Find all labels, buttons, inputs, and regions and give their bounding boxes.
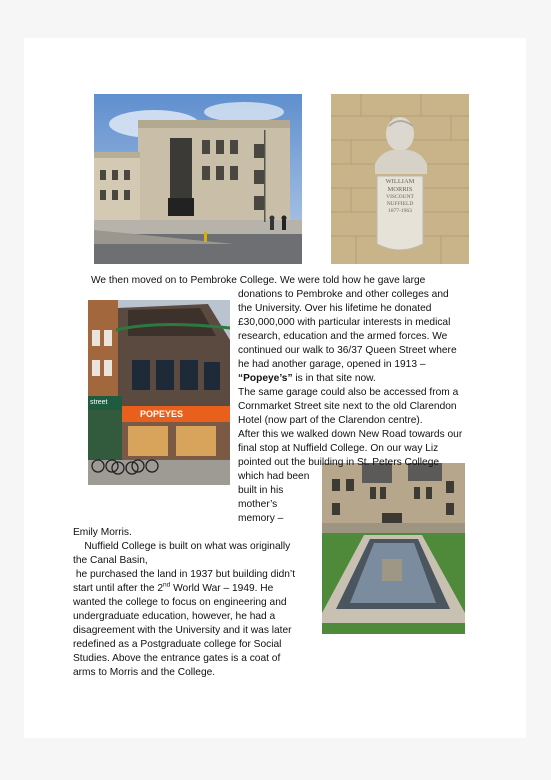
text-line: arms to Morris and the College. — [73, 667, 216, 678]
text-line: After this we walked down New Road towards our — [238, 429, 463, 440]
popeyes-sign-text: POPEYES — [140, 409, 184, 419]
plaque-line-2: MORRIS — [387, 186, 413, 193]
text-line: wanted the college to focus on engineering and — [73, 597, 287, 608]
text-line: Emily Morris. — [73, 527, 132, 538]
text-line: pointed out the building in St. Peters College — [238, 457, 440, 468]
text-line: undergraduate education, however, he had a — [73, 611, 276, 622]
text-line: Cornmarket Street site next to the old Clarendon — [238, 401, 457, 412]
photo-oxford-building — [94, 94, 302, 264]
text-line: memory – — [238, 513, 284, 524]
text-fragment: is in that site now. — [292, 373, 376, 384]
text-line: Nuffield College is built on what was originally — [73, 541, 291, 552]
text-line: which had been — [238, 471, 310, 482]
plaque-line-4: NUFFIELD — [386, 201, 414, 207]
text-line: the University. Over his lifetime he donated — [238, 303, 432, 314]
text-line — [73, 582, 273, 596]
left-shop-sign-text: street — [90, 399, 108, 406]
text-line: final stop at Nuffield College. On our way Liz — [238, 443, 439, 454]
text-line — [238, 372, 376, 386]
text-line: donations to Pembroke and other colleges and — [238, 289, 449, 300]
text-fragment: World War – 1949. He — [170, 583, 274, 594]
document-page — [24, 38, 526, 738]
text-fragment: start until after the 2 — [73, 583, 164, 594]
text-line: Hotel (now part of the Clarendon centre). — [238, 415, 423, 426]
plaque-line-1: WILLIAM — [385, 178, 415, 185]
superscript: nd — [163, 581, 171, 589]
text-line: he purchased the land in 1937 but building didn’t — [73, 569, 296, 580]
text-line: disagreement with the University and it was later — [73, 625, 292, 636]
text-line: We then moved on to Pembroke College. We were told how he gave large — [91, 275, 426, 286]
photo-nuffield-college — [322, 463, 465, 634]
text-line: £30,000,000 with particular interests in medical — [238, 317, 451, 328]
text-line: The same garage could also be accessed from a — [238, 387, 459, 398]
text-line: redefined as a Postgraduate college for Social — [73, 639, 282, 650]
photo-popeyes-shop — [88, 300, 230, 485]
text-line: continued our walk to 36/37 Queen Street where — [238, 345, 457, 356]
text-line: Studies. Above the entrance gates is a coat of — [73, 653, 281, 664]
photo-memorial-plaque — [331, 94, 469, 264]
text-line: the Canal Basin, — [73, 555, 148, 566]
text-line: mother’s — [238, 499, 278, 510]
popeyes-name: “Popeye’s” — [238, 373, 293, 384]
text-line: he had another garage, opened in 1913 – — [238, 359, 426, 370]
plaque-line-5: 1877-1963 — [388, 208, 412, 214]
text-line: built in his — [238, 485, 284, 496]
text-line: research, education and the armed forces. We — [238, 331, 448, 342]
plaque-line-3: VISCOUNT — [386, 194, 414, 200]
